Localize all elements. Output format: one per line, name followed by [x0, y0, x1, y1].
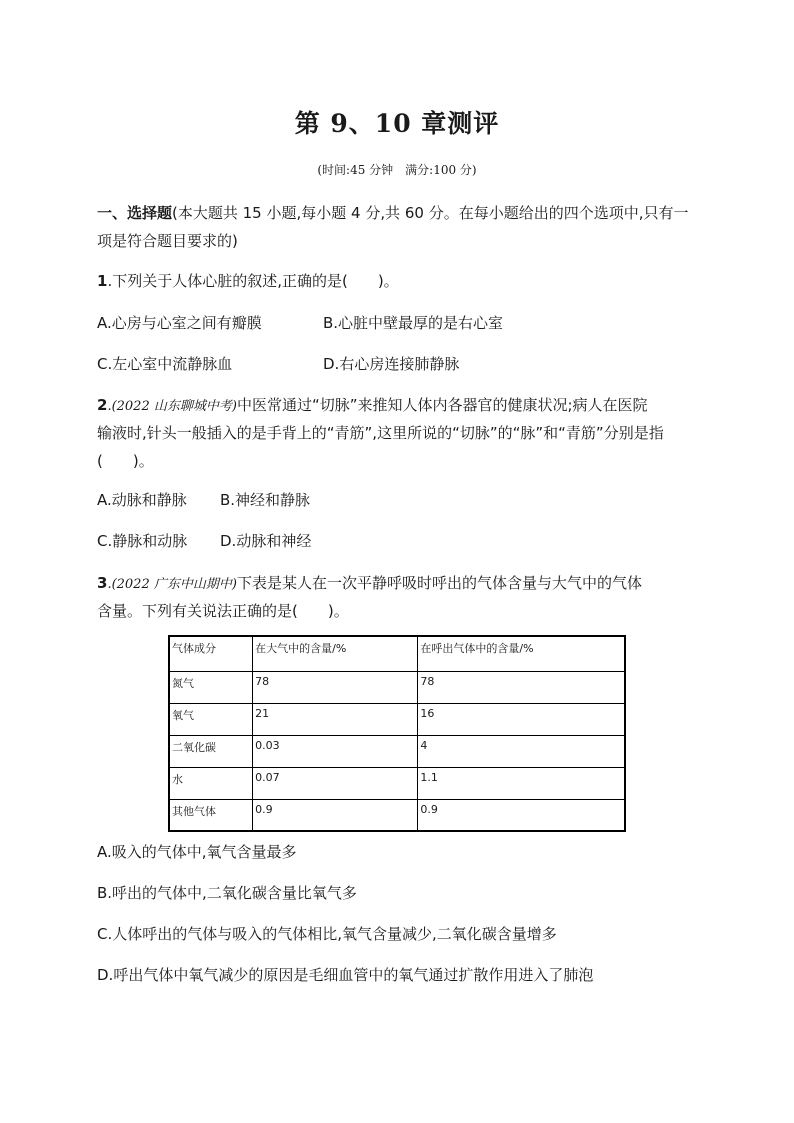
option-1b: B.心脏中壁最厚的是右心室 [323, 314, 504, 332]
section-description: (本大题共 15 小题,每小题 4 分,共 60 分。在每小题给出的四个选项中,只有一项是符合题目要求的) [97, 204, 689, 250]
table-row [169, 703, 625, 735]
table-cell: 0.9 [253, 799, 418, 831]
table-cell: 0.03 [253, 735, 418, 767]
option-3d: D.呼出气体中氧气减少的原因是毛细血管中的氧气通过扩散作用进入了肺泡 [97, 966, 594, 984]
table-cell: 78 [418, 671, 625, 703]
table-row [169, 799, 625, 831]
table-row [169, 767, 625, 799]
question-1-stem [97, 271, 399, 291]
option-1c: C.左心室中流静脉血 [97, 355, 233, 373]
gas-composition-table [168, 635, 626, 832]
option-3b: B.呼出的气体中,二氧化碳含量比氧气多 [97, 884, 357, 902]
table-cell: 78 [253, 671, 418, 703]
table-header-cell: 在呼出气体中的含量/% [418, 636, 625, 671]
question-number: 3 [97, 574, 108, 592]
option-3a: A.吸入的气体中,氧气含量最多 [97, 843, 297, 861]
question-text: 中医常通过“切脉”来推知人体内各器官的健康状况;病人在医院 [236, 396, 648, 414]
question-source: .(2022 山东聊城中考) [107, 399, 237, 414]
question-number: 1 [97, 272, 108, 290]
question-2-stem [97, 395, 648, 417]
question-3-stem [97, 573, 642, 595]
option-1d: D.右心房连接肺静脉 [323, 355, 460, 373]
table-cell: 其他气体 [169, 799, 253, 831]
option-3c: C.人体呼出的气体与吸入的气体相比,氧气含量减少,二氧化碳含量增多 [97, 925, 557, 943]
question-text-line: 输液时,针头一般插入的是手背上的“青筋”,这里所说的“切脉”的“脉”和“青筋”分别是指 [97, 424, 664, 442]
option-2d: D.动脉和神经 [220, 532, 312, 550]
section-heading [97, 199, 697, 255]
table-row [169, 735, 625, 767]
table-cell: 0.9 [418, 799, 625, 831]
table-cell: 21 [253, 703, 418, 735]
table-cell: 16 [418, 703, 625, 735]
table-header-row [169, 636, 625, 671]
option-2c: C.静脉和动脉 [97, 532, 188, 550]
question-text: .下列关于人体心脏的叙述,正确的是( )。 [107, 272, 399, 290]
page-title: 第 9、10 章测评 [294, 109, 500, 138]
table-cell: 二氧化碳 [169, 735, 253, 767]
question-text: 下表是某人在一次平静呼吸时呼出的气体含量与大气中的气体 [236, 574, 642, 592]
exam-info: (时间:45 分钟 满分:100 分) [317, 163, 477, 177]
question-number: 2 [97, 396, 108, 414]
table-header-cell: 气体成分 [169, 636, 253, 671]
option-1a: A.心房与心室之间有瓣膜 [97, 314, 262, 332]
table-cell: 0.07 [253, 767, 418, 799]
table-row [169, 671, 625, 703]
table-cell: 水 [169, 767, 253, 799]
option-2b: B.神经和静脉 [220, 491, 311, 509]
table-cell: 氧气 [169, 703, 253, 735]
question-source: .(2022 广东中山期中) [107, 577, 237, 592]
section-title: 一、选择题 [97, 204, 173, 222]
question-text-line: ( )。 [97, 452, 154, 470]
table-cell: 氮气 [169, 671, 253, 703]
table-header-cell: 在大气中的含量/% [253, 636, 418, 671]
table-cell: 1.1 [418, 767, 625, 799]
question-text-line: 含量。下列有关说法正确的是( )。 [97, 602, 349, 620]
option-2a: A.动脉和静脉 [97, 491, 187, 509]
table-cell: 4 [418, 735, 625, 767]
